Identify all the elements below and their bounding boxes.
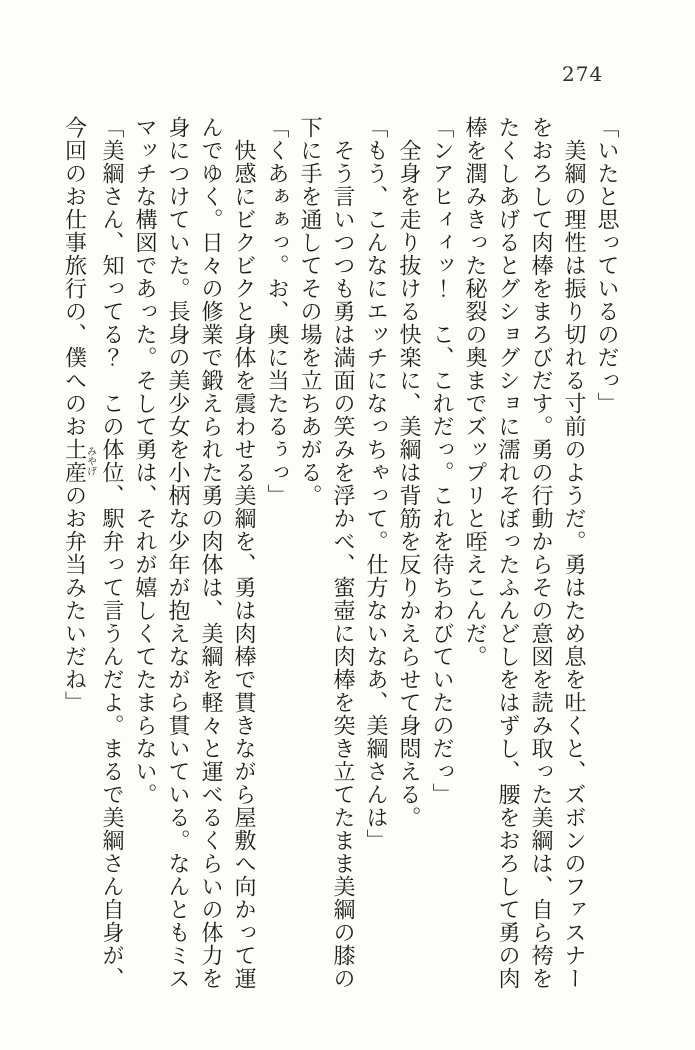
text-column: 「いたと思っているのだっ」 (594, 116, 619, 415)
text-column: 「ンアヒィィッ！ こ、これだっ。これを待ちわびていたのだっ」 (429, 116, 454, 806)
text-column: 「くあぁぁっ。お、奥に当たるぅっ」 (264, 116, 289, 507)
page-number: 274 (562, 62, 604, 86)
text-column: んでゆく。日々の修業で鍛えられた勇の肉体は、美綱を軽々と運べるくらいの体力を (198, 116, 223, 990)
text-column: 美綱の理性は振り切れる寸前のようだ。勇はため息を吐くと、ズボンのファスナー (561, 116, 586, 990)
text-column: 身につけていた。長身の美少女を小柄な少年が抱えながら貫いている。なんともミス (165, 116, 190, 990)
text-column: 「美綱さん、知ってる？ この体位、駅弁って言うんだよ。まるで美綱さん自身が、 (99, 116, 124, 990)
vertical-text-block (60, 116, 623, 1012)
text-column: 「もう、こんなにエッチになっちゃって。仕方ないなあ、美綱さんは」 (363, 116, 388, 852)
text-column: 下に手を通してその場を立ちあがる。 (297, 116, 322, 507)
text-column: そう言いつつも勇は満面の笑みを浮かべ、蜜壺に肉棒を突き立てたまま美綱の膝の (330, 116, 355, 990)
text-column: をおろして肉棒をまろびだす。勇の行動からその意図を読み取った美綱は、自ら袴を (528, 116, 553, 990)
text-column: 快感にビクビクと身体を震わせる美綱を、勇は肉棒で貫きながら屋敷へ向かって運 (231, 116, 256, 990)
text-column: たくしあげるとグショグショに濡れそぼったふんどしをはずし、腰をおろして勇の肉 (495, 116, 520, 990)
text-column: 全身を走り抜ける快楽に、美綱は背筋を反りかえらせて身悶える。 (396, 116, 421, 829)
ruby-annotated-word: 土産みやげ (61, 438, 96, 484)
text-column: マッチな構図であった。そして勇は、それが嬉しくてたまらない。 (132, 116, 157, 806)
text-column: 棒を潤みきった秘裂の奥までズップリと咥えこんだ。 (462, 116, 487, 668)
text-column: 今回のお仕事旅行の、僕へのお土産みやげのお弁当みたいだね」 (61, 116, 96, 714)
